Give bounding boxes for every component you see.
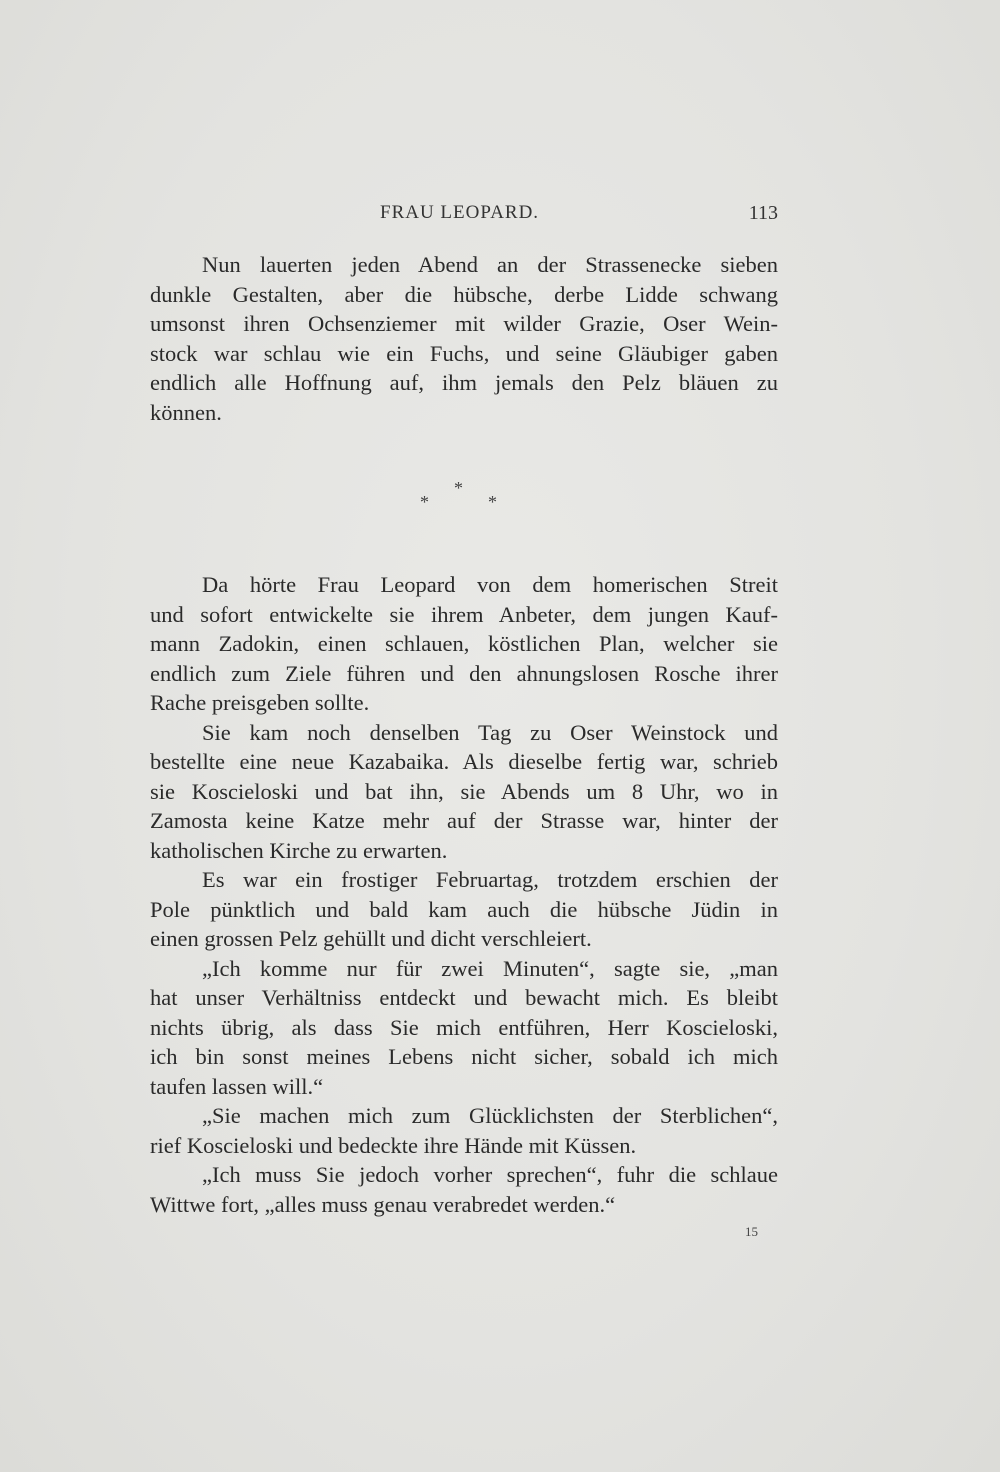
- text-line: und sofort entwickelte sie ihrem Anbeter, dem jungen Kauf-: [150, 601, 778, 627]
- text-line: umsonst ihren Ochsenziemer mit wilder Grazie, Oser Wein-: [150, 311, 778, 336]
- text-line: bestellte eine neue Kazabaika. Als dieselbe fertig war, schrieb: [150, 749, 778, 774]
- text-line: taufen lassen will.“: [150, 1073, 324, 1099]
- signature-mark: 15: [745, 1224, 758, 1239]
- text-line: hat unser Verhältniss entdeckt und bewacht mich. Es bleibt: [150, 985, 778, 1010]
- page-header: [150, 202, 778, 232]
- text-line: ich bin sonst meines Lebens nicht sicher, sobald ich mich: [150, 1044, 778, 1069]
- text-line: Rache preisgeben sollte.: [150, 690, 370, 715]
- paragraph-1: [150, 250, 778, 427]
- text-line: Da hörte Frau Leopard von dem homerischen Streit: [202, 572, 778, 597]
- text-line: endlich zum Ziele führen und den ahnungslosen Rosche ihrer: [150, 660, 778, 686]
- text-line: Sie kam noch denselben Tag zu Oser Weinstock und: [202, 719, 778, 745]
- text-line: nichts übrig, als dass Sie mich entführen, Herr Koscieloski,: [150, 1014, 778, 1040]
- text-line: Zamosta keine Katze mehr auf der Strasse war, hinter der: [150, 808, 778, 833]
- text-line: endlich alle Hoffnung auf, ihm jemals den Pelz bläuen zu: [150, 370, 778, 395]
- text-line: sie Koscieloski und bat ihn, sie Abends um 8 Uhr, wo in: [150, 778, 778, 804]
- text-line: Nun lauerten jeden Abend an der Strassenecke sieben: [202, 252, 778, 277]
- text-line: „Sie machen mich zum Glücklichsten der Sterblichen“,: [202, 1103, 778, 1128]
- asterisk-left: *: [420, 492, 429, 512]
- text-line: mann Zadokin, einen schlauen, köstlichen Plan, welcher sie: [150, 631, 778, 656]
- text-line: rief Koscieloski und bedeckte ihre Hände mit Küssen.: [150, 1132, 637, 1158]
- text-line: können.: [150, 399, 222, 425]
- asterisk-top: *: [454, 478, 463, 498]
- text-line: einen grossen Pelz gehüllt und dicht verschleiert.: [150, 926, 592, 951]
- running-title: FRAU LEOPARD.: [380, 202, 540, 223]
- section-break-asterism: [410, 478, 520, 522]
- text-line: „Ich komme nur für zwei Minuten“, sagte sie, „man: [202, 955, 778, 981]
- text-line: stock war schlau wie ein Fuchs, und seine Gläubiger gaben: [150, 340, 778, 366]
- text-line: Wittwe fort, „alles muss genau verabredet werden.“: [150, 1191, 616, 1217]
- page-number: 113: [748, 202, 778, 224]
- text-line: dunkle Gestalten, aber die hübsche, derbe Lidde schwang: [150, 281, 778, 307]
- text-line: Es war ein frostiger Februartag, trotzdem erschien der: [202, 867, 778, 892]
- asterisk-right: *: [488, 492, 497, 512]
- text-line: „Ich muss Sie jedoch vorher sprechen“, fuhr die schlaue: [202, 1162, 778, 1187]
- text-line: katholischen Kirche zu erwarten.: [150, 837, 448, 863]
- text-line: Pole pünktlich und bald kam auch die hübsche Jüdin in: [150, 896, 778, 922]
- section-2: [150, 570, 778, 1219]
